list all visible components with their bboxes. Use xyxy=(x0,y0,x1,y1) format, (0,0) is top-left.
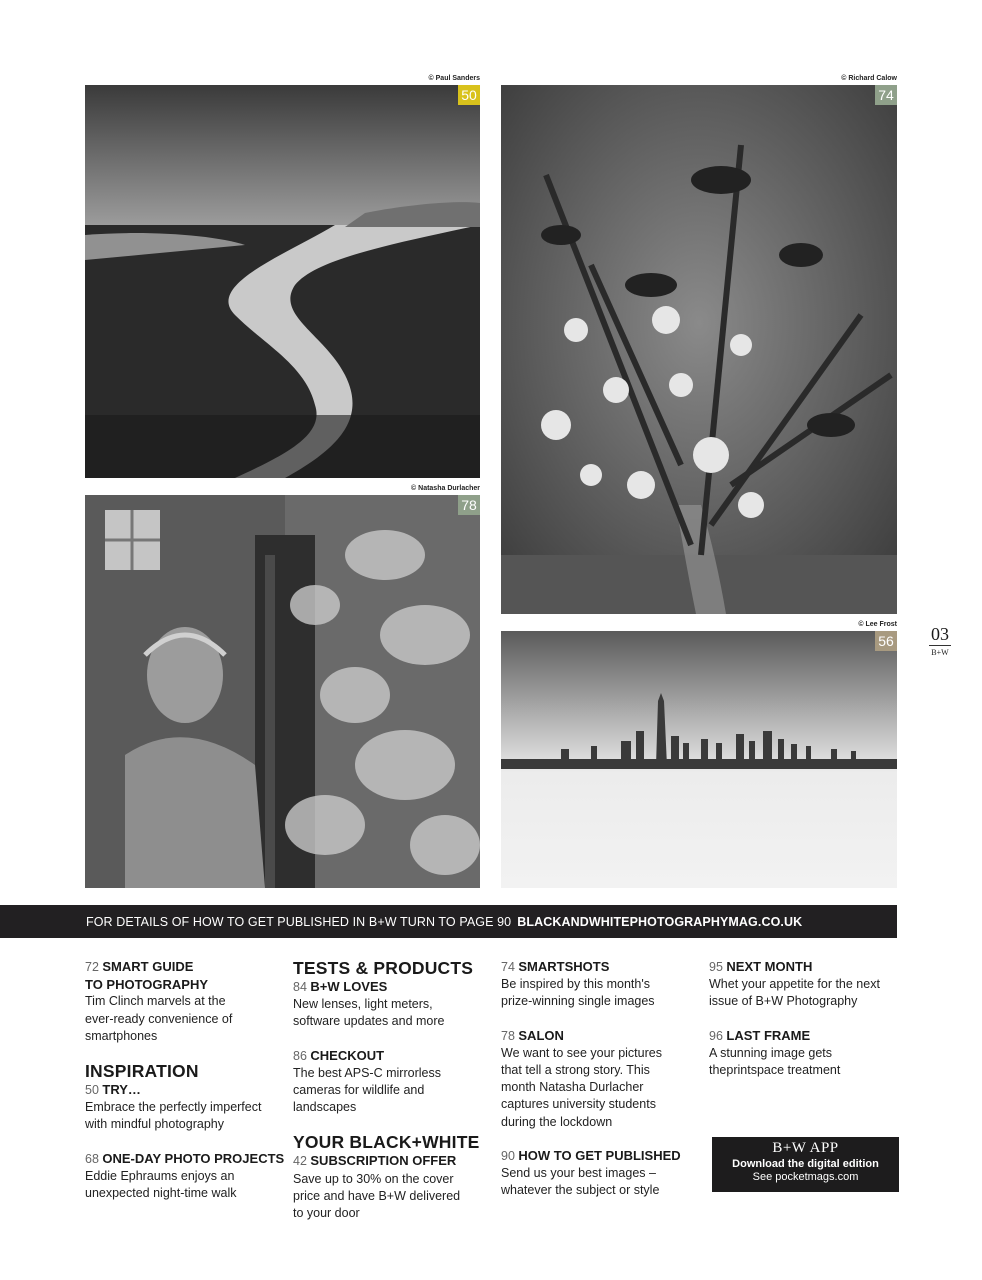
entry-description: Embrace the perfectly imperfect with mindful photography xyxy=(85,1100,262,1132)
contents-column-3 xyxy=(501,958,701,1215)
entry-page-number: 84 xyxy=(293,980,307,994)
contents-column-1 xyxy=(85,958,285,1218)
publish-banner xyxy=(0,905,897,938)
entry-title-line2: TO PHOTOGRAPHY xyxy=(85,977,209,993)
page-folio xyxy=(922,624,958,657)
entry-page-number: 68 xyxy=(85,1151,99,1166)
page-badge-50: 50 xyxy=(458,85,480,105)
photo-credit-natasha-durlacher: © Natasha Durlacher xyxy=(411,485,480,492)
photo-credit-lee-frost: © Lee Frost xyxy=(858,621,897,628)
entry-description: The best APS-C mirrorless cameras for wildlife and landscapes xyxy=(293,1065,441,1115)
app-download-text: Download the digital edition xyxy=(732,1158,879,1170)
entry-title: SMARTSHOTS xyxy=(518,959,610,974)
entry-description: Eddie Ephraums enjoys an unexpected night-time walk xyxy=(85,1168,237,1201)
entry-description: Whet your appetite for the next issue of B+W Photography xyxy=(709,977,880,1009)
page-number: 03 xyxy=(931,624,949,644)
photo-credit-paul-sanders: © Paul Sanders xyxy=(428,75,480,82)
entry-page-number: 50 xyxy=(85,1083,99,1098)
entry-page-number: 72 xyxy=(85,960,99,974)
photo-portrait-window xyxy=(85,495,480,888)
photo-cherry-blossom xyxy=(501,85,897,614)
entry-title: NEXT MONTH xyxy=(726,959,813,974)
photo-credit-richard-calow: © Richard Calow xyxy=(841,75,897,82)
entry-title: SMART GUIDE xyxy=(102,959,194,974)
contents-entry-checkout[interactable] xyxy=(293,1047,493,1117)
contents-column-4 xyxy=(709,958,909,1095)
section-heading-inspiration: INSPIRATION xyxy=(85,1061,199,1082)
contents-entry-try[interactable] xyxy=(85,1081,285,1134)
section-heading-tests-products: TESTS & PRODUCTS xyxy=(293,958,474,978)
contents-entry-how-to-get-published[interactable] xyxy=(501,1147,701,1200)
contents-entry-bw-loves[interactable] xyxy=(293,978,493,1031)
app-heading: B+W APP xyxy=(772,1140,839,1156)
entry-title: SALON xyxy=(518,1027,564,1043)
entry-page-number: 96 xyxy=(709,1028,723,1043)
banner-text: FOR DETAILS OF HOW TO GET PUBLISHED IN B+W TURN TO PAGE 90 xyxy=(86,914,512,929)
photo-landscape-river xyxy=(85,85,480,478)
contents-entry-one-day-photo-projects[interactable] xyxy=(85,1150,285,1203)
entry-title: HOW TO GET PUBLISHED xyxy=(518,1147,681,1163)
entry-page-number: 90 xyxy=(501,1148,515,1163)
contents-entry-smart-guide[interactable] xyxy=(85,958,285,1045)
entry-description: Save up to 30% on the cover price and have B+W delivered to your door xyxy=(293,1171,461,1221)
entry-description: New lenses, light meters, software updates and more xyxy=(293,997,445,1029)
banner-url[interactable]: BLACKANDWHITEPHOTOGRAPHYMAG.CO.UK xyxy=(517,914,803,929)
entry-page-number: 42 xyxy=(293,1154,307,1169)
app-pocketmags-link[interactable]: See pocketmags.com xyxy=(752,1171,859,1183)
section-heading-your-black-white: YOUR BLACK+WHITE xyxy=(293,1132,480,1153)
contents-entry-salon[interactable] xyxy=(501,1027,701,1131)
contents-column-2 xyxy=(293,958,493,1238)
contents-entry-smartshots[interactable] xyxy=(501,958,701,1011)
contents-entry-last-frame[interactable] xyxy=(709,1027,909,1080)
entry-page-number: 95 xyxy=(709,960,723,974)
entry-title: CHECKOUT xyxy=(310,1047,385,1063)
entry-title: TRY… xyxy=(102,1082,141,1098)
photo-city-skyline xyxy=(501,631,897,888)
entry-title: ONE-DAY PHOTO PROJECTS xyxy=(102,1150,285,1166)
app-promo-box[interactable] xyxy=(712,1137,899,1192)
folio-rule xyxy=(929,645,951,646)
entry-description: Be inspired by this month's prize-winning single images xyxy=(501,977,655,1009)
entry-description: We want to see your pictures that tell a strong story. This month Natasha Durlacher captures university students during the lockdown xyxy=(501,1045,662,1129)
entry-page-number: 86 xyxy=(293,1048,307,1063)
contents-entry-subscription-offer[interactable] xyxy=(293,1152,493,1222)
entry-description: A stunning image gets theprintspace treatment xyxy=(709,1045,841,1078)
folio-mark: B+W xyxy=(931,648,949,657)
page-badge-56: 56 xyxy=(875,631,897,651)
contents-entry-next-month[interactable] xyxy=(709,958,909,1011)
entry-description: Send us your best images – whatever the subject or style xyxy=(501,1166,660,1198)
entry-description: Tim Clinch marvels at the ever-ready convenience of smartphones xyxy=(85,994,233,1043)
page-badge-78: 78 xyxy=(458,495,480,515)
entry-title: LAST FRAME xyxy=(726,1027,811,1043)
entry-title: SUBSCRIPTION OFFER xyxy=(310,1153,457,1169)
entry-page-number: 74 xyxy=(501,960,515,974)
entry-title: B+W LOVES xyxy=(310,979,388,994)
page-badge-74: 74 xyxy=(875,85,897,105)
entry-page-number: 78 xyxy=(501,1028,515,1043)
